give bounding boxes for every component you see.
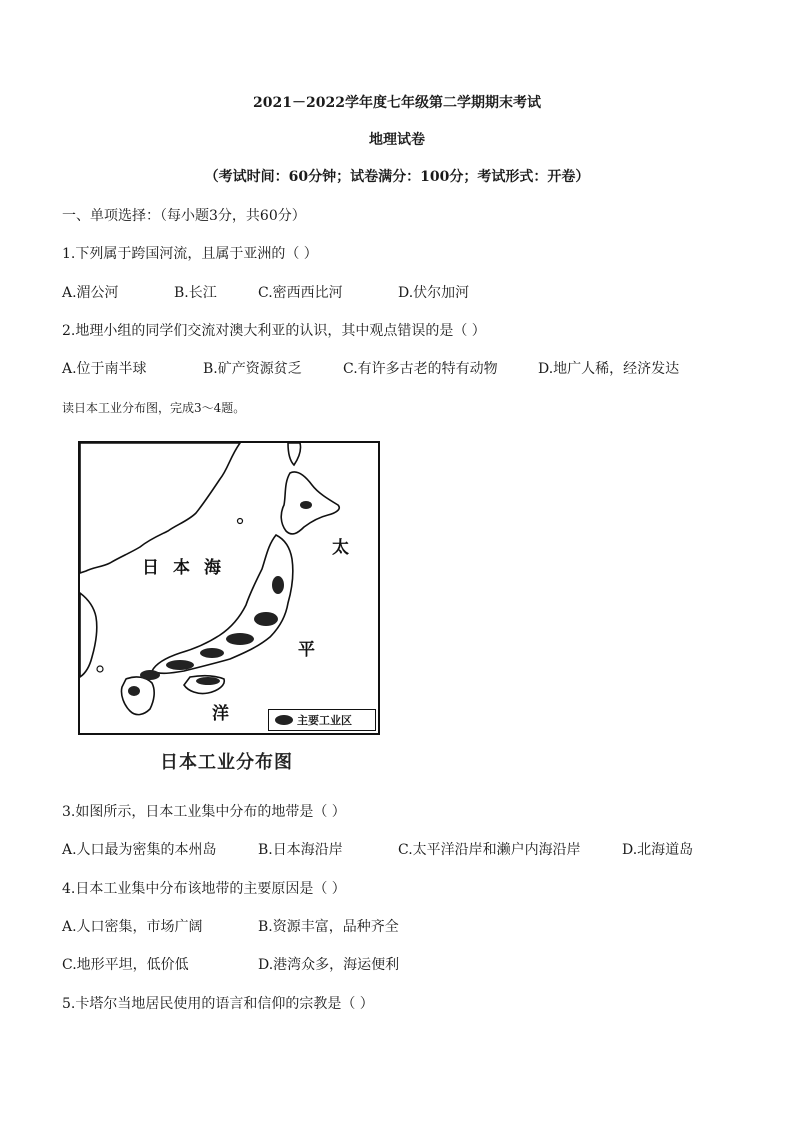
question-1-option-c[interactable]: C.密西西比河 xyxy=(258,285,343,301)
industrial-zone xyxy=(128,686,140,696)
section-heading: 一、单项选择：（每小题3分，共60分） xyxy=(62,208,306,224)
sea-of-japan-label: 日本海 xyxy=(142,558,235,578)
map-legend xyxy=(268,709,376,731)
question-1-option-b[interactable]: B.长江 xyxy=(174,285,217,301)
question-2-option-d[interactable]: D.地广人稀，经济发达 xyxy=(538,361,680,377)
map-caption: 日本工业分布图 xyxy=(160,752,293,773)
small-island xyxy=(238,519,243,524)
pacific-label-2: 平 xyxy=(298,640,315,660)
industrial-zone xyxy=(300,501,312,509)
question-3-option-b[interactable]: B.日本海沿岸 xyxy=(258,842,343,858)
exam-title: 2021－2022学年度七年级第二学期期末考试 xyxy=(253,95,541,111)
question-3-option-a[interactable]: A.人口最为密集的本州岛 xyxy=(62,842,217,858)
pacific-label-3: 洋 xyxy=(212,704,229,724)
industrial-zone xyxy=(140,670,160,680)
map-intro: 读日本工业分布图，完成3～4题。 xyxy=(62,401,246,415)
korea-peninsula xyxy=(80,593,97,677)
question-2-stem: 2.地理小组的同学们交流对澳大利亚的认识，其中观点错误的是（ ） xyxy=(62,323,486,339)
subject-title: 地理试卷 xyxy=(369,132,425,148)
question-4-option-a[interactable]: A.人口密集，市场广阔 xyxy=(62,919,203,935)
question-1-option-d[interactable]: D.伏尔加河 xyxy=(398,285,470,301)
industrial-zone xyxy=(254,612,278,626)
question-1-option-a[interactable]: A.湄公河 xyxy=(62,285,119,301)
question-2-option-a[interactable]: A.位于南半球 xyxy=(62,361,147,377)
question-2-option-c[interactable]: C.有许多古老的特有动物 xyxy=(343,361,498,377)
question-4-stem: 4.日本工业集中分布该地带的主要原因是（ ） xyxy=(62,881,346,897)
question-5-stem: 5.卡塔尔当地居民使用的语言和信仰的宗教是（ ） xyxy=(62,996,374,1012)
question-3-option-c[interactable]: C.太平洋沿岸和濑户内海沿岸 xyxy=(398,842,581,858)
industrial-zone-swatch xyxy=(275,715,293,725)
japan-industry-map xyxy=(78,441,380,735)
question-4-option-c[interactable]: C.地形平坦，低价低 xyxy=(62,957,189,973)
industrial-zone xyxy=(200,648,224,658)
sakhalin-tip xyxy=(288,443,301,465)
legend-label: 主要工业区 xyxy=(297,714,352,727)
map-drawing xyxy=(80,443,378,733)
industrial-zone xyxy=(196,677,220,685)
question-3-stem: 3.如图所示，日本工业集中分布的地带是（ ） xyxy=(62,804,346,820)
small-island xyxy=(97,666,103,672)
pacific-label-1: 太 xyxy=(332,538,349,558)
exam-info: （考试时间：60分钟；试卷满分：100分；考试形式：开卷） xyxy=(204,169,590,185)
question-4-option-d[interactable]: D.港湾众多，海运便利 xyxy=(258,957,400,973)
question-1-stem: 1.下列属于跨国河流，且属于亚洲的（ ） xyxy=(62,246,318,262)
industrial-zone xyxy=(226,633,254,645)
question-2-option-b[interactable]: B.矿产资源贫乏 xyxy=(203,361,302,377)
question-4-option-b[interactable]: B.资源丰富，品种齐全 xyxy=(258,919,399,935)
question-3-option-d[interactable]: D.北海道岛 xyxy=(622,842,694,858)
industrial-zone xyxy=(272,576,284,594)
mainland-coast xyxy=(80,443,240,573)
industrial-zone xyxy=(166,660,194,670)
kyushu-island xyxy=(121,677,154,715)
